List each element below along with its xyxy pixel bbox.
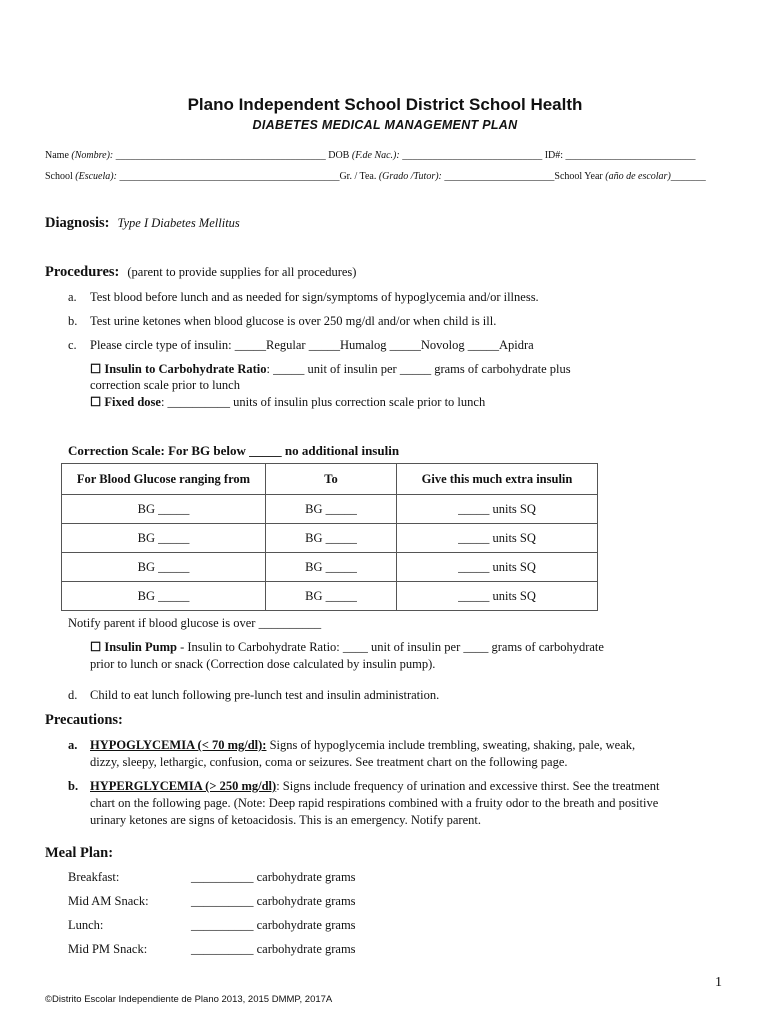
- list-marker: d.: [68, 688, 78, 702]
- header-to: To: [266, 464, 397, 495]
- dob-field[interactable]: ____________________________: [399, 150, 545, 161]
- meal-lunch-field[interactable]: __________ carbohydrate grams: [191, 918, 356, 932]
- list-marker: c.: [68, 338, 77, 352]
- name-field[interactable]: __________________________________________: [113, 150, 329, 161]
- dob-label-es: (F.de Nac.):: [351, 150, 400, 161]
- procedures-note: (parent to provide supplies for all procedures): [127, 265, 357, 279]
- school-label-es: (Escuela):: [75, 171, 117, 182]
- list-marker: b.: [68, 314, 78, 328]
- list-marker: b.: [68, 779, 79, 793]
- meal-pm-snack-label: Mid PM Snack:: [68, 942, 148, 956]
- header-from: For Blood Glucose ranging from: [62, 464, 266, 495]
- meal-lunch-label: Lunch:: [68, 918, 104, 932]
- year-label-es: (año de escolar): [605, 171, 671, 182]
- correction-scale-title: Correction Scale: For BG below _____ no additional insulin: [68, 443, 400, 458]
- table-row: [62, 553, 598, 582]
- name-label-es: (Nombre):: [71, 150, 114, 161]
- table-row: [62, 495, 598, 524]
- insulin-pump-text: - Insulin to Carbohydrate Ratio: ____ unit of insulin per ____ grams of carbohydrate: [176, 640, 604, 654]
- diagnosis-label: Diagnosis:: [45, 215, 110, 231]
- insulin-ratio-checkbox[interactable]: ☐ Insulin to Carbohydrate Ratio: [90, 362, 267, 376]
- diagnosis-value: Type I Diabetes Mellitus: [117, 216, 240, 230]
- name-label: Name: [45, 150, 72, 161]
- meal-pm-snack-field[interactable]: __________ carbohydrate grams: [191, 942, 356, 956]
- dob-label: DOB: [328, 150, 352, 161]
- units-cell[interactable]: _____ units SQ: [397, 524, 598, 553]
- id-field[interactable]: ID#: __________________________: [544, 150, 696, 161]
- procedure-b-text: Test urine ketones when blood glucose is over 250 mg/dl and/or when child is ill.: [90, 314, 497, 328]
- year-field[interactable]: _______: [670, 171, 706, 182]
- procedure-c-text: Please circle type of insulin: _____Regular _____Humalog _____Novolog _____Apidra: [90, 338, 534, 352]
- procedures-heading: [45, 263, 356, 281]
- table-row: [62, 524, 598, 553]
- insulin-ratio-option[interactable]: [90, 361, 571, 393]
- bg-from-cell[interactable]: BG _____: [62, 495, 266, 524]
- list-marker: a.: [68, 290, 77, 304]
- insulin-pump-text-2: prior to lunch or snack (Correction dose calculated by insulin pump).: [90, 657, 436, 671]
- insulin-ratio-text: : _____ unit of insulin per _____ grams of carbohydrate plus: [266, 362, 571, 376]
- table-header-row: [62, 464, 598, 495]
- insulin-pump-option[interactable]: [90, 639, 604, 673]
- hyperglycemia-text: : Signs include frequency of urination and excessive thirst. See the treatment: [276, 779, 660, 793]
- school-field[interactable]: ____________________________________________: [116, 171, 340, 182]
- grade-label: Gr. / Tea.: [339, 171, 379, 182]
- document-title: Plano Independent School District School Health: [187, 95, 583, 114]
- meal-breakfast-field[interactable]: __________ carbohydrate grams: [191, 870, 356, 884]
- grade-label-es: (Grado /Tutor):: [378, 171, 442, 182]
- bg-from-cell[interactable]: BG _____: [62, 553, 266, 582]
- diagnosis-row: [45, 214, 240, 232]
- units-cell[interactable]: _____ units SQ: [397, 582, 598, 611]
- insulin-pump-checkbox[interactable]: ☐ Insulin Pump: [90, 640, 177, 654]
- meal-breakfast-label: Breakfast:: [68, 870, 120, 884]
- hypoglycemia-text: Signs of hypoglycemia include trembling, sweating, shaking, pale, weak,: [266, 738, 636, 752]
- precautions-label: Precautions:: [45, 712, 123, 728]
- name-dob-id-row: [45, 150, 696, 161]
- hypoglycemia-heading: HYPOGLYCEMIA (< 70 mg/dl):: [90, 738, 267, 752]
- procedure-d-text: Child to eat lunch following pre-lunch test and insulin administration.: [90, 688, 440, 702]
- year-label: School Year: [554, 171, 606, 182]
- fixed-dose-text: : __________ units of insulin plus correction scale prior to lunch: [160, 395, 486, 409]
- header-extra-insulin: Give this much extra insulin: [397, 464, 598, 495]
- copyright-footer: ©Distrito Escolar Independiente de Plano 2013, 2015 DMMP, 2017A: [45, 994, 333, 1005]
- school-grade-year-row: [45, 171, 706, 182]
- meal-am-snack-field[interactable]: __________ carbohydrate grams: [191, 894, 356, 908]
- hypoglycemia-text-2: dizzy, sleepy, lethargic, confusion, coma or seizures. See treatment chart on the following page.: [90, 755, 568, 769]
- units-cell[interactable]: _____ units SQ: [397, 553, 598, 582]
- procedure-a-text: Test blood before lunch and as needed for sign/symptoms of hypoglycemia and/or illness.: [90, 290, 539, 304]
- meal-plan-label: Meal Plan:: [45, 845, 114, 861]
- procedures-label: Procedures:: [45, 264, 120, 280]
- insulin-ratio-text-2: correction scale prior to lunch: [90, 378, 240, 392]
- list-marker: a.: [68, 738, 78, 752]
- bg-from-cell[interactable]: BG _____: [62, 582, 266, 611]
- grade-field[interactable]: ______________________: [441, 171, 555, 182]
- bg-from-cell[interactable]: BG _____: [62, 524, 266, 553]
- notify-parent-line: Notify parent if blood glucose is over __________: [68, 616, 322, 630]
- fixed-dose-option[interactable]: [90, 394, 485, 410]
- correction-scale-table: [61, 463, 598, 611]
- hyperglycemia-text-3: urinary ketones are signs of ketoacidosis. This is an emergency. Notify parent.: [90, 813, 481, 827]
- bg-to-cell[interactable]: BG _____: [266, 495, 397, 524]
- fixed-dose-checkbox[interactable]: ☐ Fixed dose: [90, 395, 161, 409]
- bg-to-cell[interactable]: BG _____: [266, 524, 397, 553]
- hyperglycemia-text-2: chart on the following page. (Note: Deep rapid respirations combined with a fruity odor to the breath and positive: [90, 796, 659, 810]
- units-cell[interactable]: _____ units SQ: [397, 495, 598, 524]
- hyperglycemia-heading: HYPERGLYCEMIA (> 250 mg/dl): [90, 779, 277, 793]
- page-number: 1: [715, 975, 722, 990]
- school-label: School: [45, 171, 76, 182]
- document-subtitle: DIABETES MEDICAL MANAGEMENT PLAN: [252, 118, 518, 132]
- table-row: [62, 582, 598, 611]
- bg-to-cell[interactable]: BG _____: [266, 582, 397, 611]
- meal-am-snack-label: Mid AM Snack:: [68, 894, 149, 908]
- bg-to-cell[interactable]: BG _____: [266, 553, 397, 582]
